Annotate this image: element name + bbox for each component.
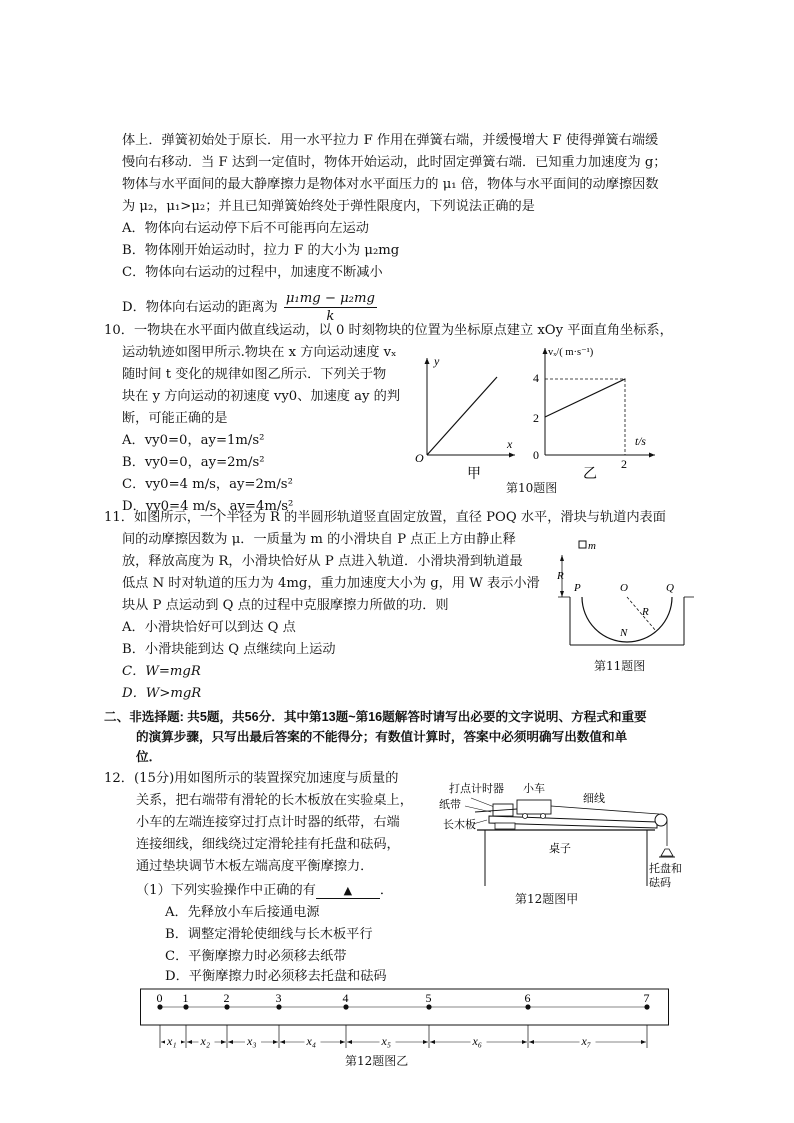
tape-point-label-2: 2 bbox=[223, 991, 230, 1005]
fig12-pad-block bbox=[495, 823, 515, 829]
fig10-jia bbox=[405, 350, 525, 485]
fig11-label-n: N bbox=[620, 627, 628, 639]
q10-line-4: 块在 y 方向运动的初速度 vy0、加速度 ay 的判 bbox=[122, 389, 401, 404]
tape-segment-label-1: x₁ bbox=[167, 1034, 177, 1048]
fig10-jia-x-arrow bbox=[509, 453, 515, 458]
q12-sub1-text: （1）下列实验操作中正确的有 bbox=[136, 883, 316, 898]
fig10-caption: 第10题图 bbox=[506, 481, 558, 495]
tape-point-label-3: 3 bbox=[275, 991, 282, 1005]
tape-dot-1 bbox=[183, 1004, 188, 1009]
q12-sub1: （1）下列实验操作中正确的有 ▲ ． bbox=[136, 883, 394, 898]
tape-point-label-5: 5 bbox=[425, 991, 432, 1005]
q10-line-2: 运动轨迹如图甲所示.物块在 x 方向运动速度 vₓ bbox=[122, 345, 397, 360]
fig10-yi-data-point bbox=[624, 378, 625, 379]
q9-line-3: 物体与水平面间的最大静摩擦力是物体对水平面压力的 μ₁ 倍，物体与水平面间的动摩擦因数 bbox=[122, 177, 659, 192]
q12-option-b: B．调整定滑轮使细线与长木板平行 bbox=[165, 927, 373, 942]
fig12-label-board: 长木板 bbox=[443, 819, 476, 831]
fig12-pulley bbox=[655, 814, 667, 826]
tape-dot-7 bbox=[644, 1004, 649, 1009]
tape-segment-label-5: x₅ bbox=[381, 1034, 391, 1048]
fig10-yi-tick-2: 2 bbox=[533, 411, 539, 425]
tape-dot-5 bbox=[426, 1004, 431, 1009]
q11-option-a: A．小滑块恰好可以到达 Q 点 bbox=[122, 620, 296, 635]
q12-line-5: 通过垫块调节木板左端高度平衡摩擦力． bbox=[136, 859, 374, 874]
fig11-caption: 第11题图 bbox=[594, 659, 646, 673]
section2-line-1: 二、非选择题: 共5题，共56分．其中第13题~第16题解答时请写出必要的文字说明、方程式和重要 bbox=[104, 710, 647, 724]
q12-line-1: 12．(15分)用如图所示的装置探究加速度与质量的 bbox=[104, 771, 399, 786]
tape-dot-0 bbox=[157, 1004, 162, 1009]
tape-dot-6 bbox=[525, 1004, 530, 1009]
q10-option-a: A．vy0=0，ay=1m/s² bbox=[122, 433, 265, 448]
tape-point-label-1: 1 bbox=[182, 991, 189, 1005]
q9-line-2: 慢向右移动．当 F 达到一定值时，物体开始运动，此时固定弹簧右端．已知重力加速度为 g； bbox=[122, 155, 667, 170]
fig12-label-tape: 纸带 bbox=[439, 799, 461, 811]
fig10-yi-x-arrow bbox=[649, 453, 655, 458]
fig12-car bbox=[517, 800, 551, 814]
tape-segment-label-6: x₆ bbox=[472, 1034, 482, 1048]
fig10-jia-y-label: y bbox=[434, 354, 440, 368]
tape-point-label-7: 7 bbox=[643, 991, 650, 1005]
q10-option-b: B．vy0=0，ay=2m/s² bbox=[122, 455, 265, 470]
answer-blank: ▲ bbox=[316, 884, 380, 899]
tape-dot-2 bbox=[224, 1004, 229, 1009]
fig12-label-car: 小车 bbox=[523, 783, 545, 795]
fig10-yi-series-line bbox=[545, 379, 625, 417]
fig12-label-desk: 桌子 bbox=[549, 843, 571, 855]
q11-option-c: C．W=mgR bbox=[122, 664, 201, 679]
q9-line-1: 体上．弹簧初始处于原长．用一水平拉力 F 作用在弹簧右端，并缓慢增大 F 使得弹簧右端缓 bbox=[122, 133, 659, 148]
fig12-yi-caption: 第12题图乙 bbox=[345, 1054, 409, 1068]
fig11-label-p: P bbox=[574, 582, 581, 594]
q9-option-a: A．物体向右运动停下后不可能再向左运动 bbox=[122, 221, 369, 236]
q11-line-2: 间的动摩擦因数为 μ．一质量为 m 的小滑块自 P 点正上方由静止释 bbox=[122, 532, 516, 547]
fig10-yi-x-label: t/s bbox=[635, 436, 646, 448]
q9-option-d-fraction bbox=[284, 290, 377, 325]
fig11-diagram bbox=[552, 535, 702, 675]
q11-line-5: 块从 P 点运动到 Q 点的过程中克服摩擦力所做的功．则 bbox=[122, 598, 449, 613]
q12-option-c: C．平衡摩擦力时必须移去纸带 bbox=[165, 949, 347, 964]
fig10-jia-origin: O bbox=[415, 451, 424, 465]
tape-dot-3 bbox=[276, 1004, 281, 1009]
fig10-yi-chart bbox=[525, 340, 665, 485]
q10-line-1: 10．一物块在水平面内做直线运动，以 0 时刻物块的位置为坐标原点建立 xOy 平面直角坐标系， bbox=[104, 323, 673, 338]
fig10-yi-y-arrow bbox=[543, 348, 548, 354]
tape-segment-label-2: x₂ bbox=[200, 1034, 210, 1048]
section2-line-3: 位． bbox=[136, 750, 162, 764]
fig12-label-string: 细线 bbox=[583, 793, 605, 805]
fraction-numerator: μ₁mg − μ₂mg bbox=[285, 291, 375, 306]
q11-option-b: B．小滑块能到达 Q 点继续向上运动 bbox=[122, 642, 336, 657]
fig12-string bbox=[551, 806, 659, 814]
q10-option-d: D．vy0=4 m/s，ay=4m/s² bbox=[122, 499, 294, 514]
fig12-label-weights-1: 托盘和 bbox=[649, 863, 682, 875]
fraction-denominator: k bbox=[326, 309, 335, 324]
q12-line-4: 连接细线，细线绕过定滑轮挂有托盘和砝码， bbox=[136, 837, 400, 852]
tape-segment-label-4: x₄ bbox=[306, 1034, 316, 1048]
fig10-jia-y-arrow bbox=[425, 358, 430, 364]
q12-line-2: 关系，把右端带有滑轮的长木板放在实验桌上， bbox=[136, 793, 413, 808]
q9-option-c: C．物体向右运动的过程中，加速度不断减小 bbox=[122, 265, 383, 280]
section2-line-2: 的演算步骤，只写出最后答案的不能得分；有数值计算时，答案中必须明确写出数值和单 bbox=[136, 730, 628, 744]
tape-dot-4 bbox=[343, 1004, 348, 1009]
fig12-jia-apparatus bbox=[435, 776, 690, 888]
fig11-label-r-radius: R bbox=[642, 606, 649, 618]
q10-line-3: 随时间 t 变化的规律如图乙所示．下列关于物 bbox=[122, 367, 387, 382]
fig10-yi-tick-0: 0 bbox=[533, 448, 539, 462]
tape-point-label-0: 0 bbox=[156, 991, 163, 1005]
tape-point-label-6: 6 bbox=[524, 991, 531, 1005]
q9-option-d-prefix: D．物体向右运动的距离为 bbox=[122, 300, 278, 315]
fig10-jia-x-label: x bbox=[507, 437, 513, 451]
fig12-label-weights-2: 砝码 bbox=[649, 877, 671, 888]
fig10-yi-y-label: vₓ/( m·s⁻¹) bbox=[548, 347, 594, 358]
fig11-label-r-height: R bbox=[557, 570, 564, 582]
q9-line-4: 为 μ₂，μ₁>μ₂；并且已知弹簧始终处于弹性限度内，下列说法正确的是 bbox=[122, 199, 535, 214]
tape-segment-label-7: x₇ bbox=[581, 1034, 591, 1048]
tape-point-label-4: 4 bbox=[342, 991, 349, 1005]
fig10-yi-data-point bbox=[544, 416, 545, 417]
q12-line-3: 小车的左端连接穿过打点计时器的纸带，右端 bbox=[136, 815, 400, 830]
q10-line-5: 断，可能正确的是 bbox=[122, 411, 228, 426]
fig11-label-o: O bbox=[620, 582, 628, 594]
q9-option-b: B．物体刚开始运动时，拉力 F 的大小为 μ₂mg bbox=[122, 243, 400, 258]
q12-option-a: A．先释放小车后接通电源 bbox=[165, 905, 320, 920]
fig10-jia-caption: 甲 bbox=[467, 467, 481, 482]
q10-option-c: C．vy0=4 m/s，ay=2m/s² bbox=[122, 477, 293, 492]
q12-option-d: D．平衡摩擦力时必须移去托盘和砝码 bbox=[165, 969, 387, 984]
fig10-yi-tick-x-2: 2 bbox=[621, 457, 627, 471]
fig12-tray bbox=[661, 849, 673, 856]
q9-option-d bbox=[122, 290, 377, 325]
q11-line-4: 低点 N 时对轨道的压力为 4mg，重力加速度大小为 g，用 W 表示小滑 bbox=[122, 576, 540, 591]
fig11-block bbox=[579, 541, 586, 548]
fig10-yi-tick-4: 4 bbox=[533, 371, 539, 385]
fig12-yi-tape bbox=[140, 986, 670, 1056]
fig10-jia-trajectory bbox=[427, 377, 497, 455]
fig11-label-m: m bbox=[588, 540, 596, 552]
fig12-jia-caption: 第12题图甲 bbox=[515, 892, 579, 906]
fig12-label-timer: 打点计时器 bbox=[449, 783, 504, 795]
q11-option-d: D．W>mgR bbox=[122, 686, 202, 701]
q11-line-1: 11．如图所示，一个半径为 R 的半圆形轨道竖直固定放置，直径 POQ 水平，滑块与轨道内表面 bbox=[104, 510, 666, 525]
q11-line-3: 放，释放高度为 R，小滑块恰好从 P 点进入轨道．小滑块滑到轨道最 bbox=[122, 554, 523, 569]
fig11-label-q: Q bbox=[666, 582, 674, 594]
tape-segment-label-3: x₃ bbox=[247, 1034, 257, 1048]
fig10-yi-caption: 乙 bbox=[583, 467, 597, 482]
